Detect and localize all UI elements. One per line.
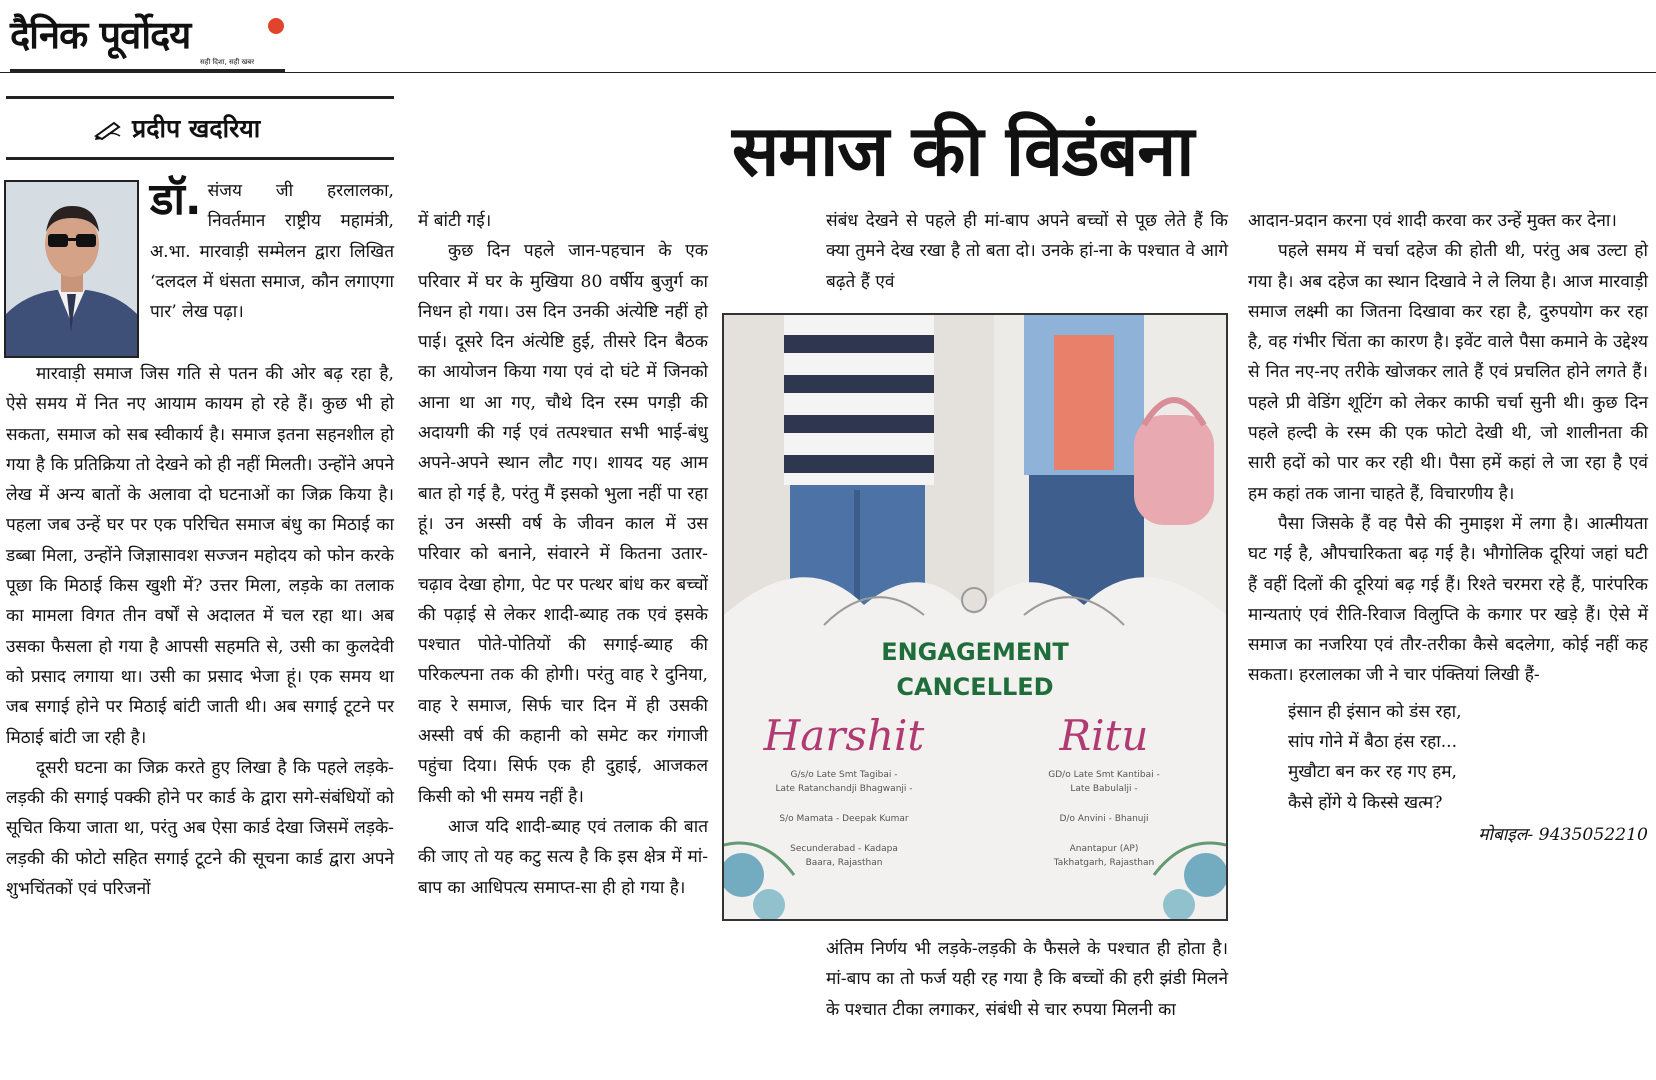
byline-box	[6, 96, 394, 160]
masthead-logo-dot	[268, 18, 284, 34]
col4-paragraph-3: पैसा जिसके हैं वह पैसे की नुमाइश में लगा है। आत्मीयता घट गई है, औपचारिकता बढ़ गई है। भौगोलिक दूरियां जहां घटी हैं वहीं दिलों की दूरियां बढ़ गई हैं। रिश्ते चरमरा रहे हैं, पारंपरिक मान्यताएं एवं रीति-रिवाज विलुप्ति के कगार पर खड़े हैं। ऐसे में समाज का नजरिया एवं तौर-तरीका कैसे बदलेगा, कोई नहीं कह सकता। हरलालका जी ने चार पंक्तियां लिखी हैं-	[1248, 513, 1648, 686]
page-top-rule	[0, 72, 1656, 73]
masthead	[10, 8, 285, 68]
col1-paragraph-3: दूसरी घटना का जिक्र करते हुए लिखा है कि पहले लड़के-लड़की की सगाई पक्की होने पर कार्ड के द्वारा सगे-संबंधियों को सूचित किया जाता था, परंतु अब ऐसा कार्ड देखा जिसमें लड़के-लड़की की फोटो सहित सगाई टूटने की सूचना कार्ड द्वारा अपने शुभचिंतकों एवं परिजनों	[6, 757, 394, 900]
poem-line: इंसान ही इंसान को डंस रहा,	[1288, 701, 1462, 722]
poem-line: मुखौटा बन कर रह गए हम,	[1288, 762, 1458, 783]
column-3-top	[826, 206, 1228, 297]
author-portrait-image	[6, 182, 137, 356]
dropcap: डॉ.	[150, 174, 202, 225]
column-2	[418, 206, 708, 903]
card-title-line-2: CANCELLED	[896, 673, 1054, 701]
column-1-continued	[6, 359, 394, 904]
groom-detail-line: Late Ratanchandji Bhagwanji -	[775, 784, 913, 794]
col1-paragraph-1: संजय जी हरलालका, निवर्तमान राष्ट्रीय महामंत्री, अ.भा. मारवाड़ी सम्मेलन द्वारा लिखित ‘दलदल में धंसता समाज, कौन लगाएगा पार’ लेख पढ़ा।	[150, 181, 394, 323]
engagement-cancelled-card	[722, 313, 1228, 921]
byline	[94, 111, 260, 145]
card-title-line-1: ENGAGEMENT	[881, 638, 1069, 666]
headline: समाज की विडंबना	[732, 110, 1194, 192]
col3-bottom-text: अंतिम निर्णय भी लड़के-लड़की के फैसले के पश्चात ही होता है। मां-बाप का तो फर्ज यही रह गया है कि बच्चों की हरी झंडी मिलने के पश्चात टीका लगाकर, संबंधी से चार रुपया मिलनी का	[826, 939, 1228, 1020]
poem-line: सांप गोने में बैठा हंस रहा...	[1288, 732, 1458, 753]
col2-paragraph-1: में बांटी गई।	[418, 211, 492, 231]
groom-detail-line: S/o Mamata - Deepak Kumar	[779, 814, 909, 824]
poem	[1288, 697, 1648, 818]
col2-paragraph-2: कुछ दिन पहले जान-पहचान के एक परिवार में घर के मुखिया 80 वर्षीय बुजुर्ग का निधन हो गया। उस दिन उनकी अंत्येष्टि नहीं हो पाई। दूसरे दिन अंत्येष्टि हुई, तीसरे दिन बैठक का आयोजन किया गया एवं दो घंटे में जिनको आना था आ गए, चौथे दिन रस्म पगड़ी की अदायगी की गई एवं तत्पश्चात सभी भाई-बंधु अपने-अपने स्थान लौट गए। शायद यह आम बात हो गई है, परंतु मैं इसको भुला नहीं पा रहा हूं। उन अस्सी वर्ष के जीवन काल में उस परिवार को बनाने, संवारने में कितना उतार-चढ़ाव देखा होगा, पेट पर पत्थर बांध कर बच्चों की पढ़ाई से लेकर शादी-ब्याह तक एवं इसके पश्चात पोते-पोतियों की सगाई-ब्याह की परिकल्पना तक की होगी। परंतु वाह रे दुनिया, वाह रे समाज, सिर्फ चार दिन में ही उसकी अस्सी वर्ष की कहानी को समेट कर गंगाजी पहुंचा दिया। सिर्फ एक ही दुहाई, आजकल किसी को भी समय नहीं है।	[418, 241, 708, 807]
col4-paragraph-2: पहले समय में चर्चा दहेज की होती थी, परंतु अब उल्टा हो गया है। अब दहेज का स्थान दिखावे ने ले लिया है। आज मारवाड़ी समाज लक्ष्मी का जितना दिखावा कर रहा है, दुरुपयोग कर रहा है, वह गंभीर चिंता का कारण है। इवेंट वाले पैसा कमाने के उद्देश्य से नित नए-नए तरीके खोजकर लाते हैं एवं प्रचलित होने लगते हैं। पहले प्री वेडिंग शूटिंग को लेकर काफी चर्चा सुनी थी। कुछ दिन पहले हल्दी के रस्म की एक फोटो देखी थी, जो शालीनता की सारी हदों को पार कर रही थी। पैसा हमें कहां ले जा रहा है एवं हम कहां तक जाना चाहते हैं, विचारणीय है।	[1248, 241, 1648, 504]
bride-detail-line: D/o Anvini - Bhanuji	[1059, 814, 1149, 824]
bride-detail-line: Anantapur (AP)	[1069, 844, 1139, 854]
col4-paragraph-1: आदान-प्रदान करना एवं शादी करवा कर उन्हें मुक्त कर देना।	[1248, 211, 1617, 231]
column-4	[1248, 206, 1648, 850]
groom-detail-line: Secunderabad - Kadapa	[790, 844, 898, 854]
col3-top-text: संबंध देखने से पहले ही मां-बाप अपने बच्चों से पूछ लेते हैं कि क्या तुमने देख रखा है तो बता दो। उनके हां-ना के पश्चात वे आगे बढ़ते हैं एवं	[826, 211, 1228, 292]
bride-detail-line: Late Babulalji -	[1070, 784, 1138, 794]
author-mobile: मोबाइल- 9435052210	[1478, 824, 1648, 845]
bride-name: Ritu	[1059, 711, 1149, 760]
bride-detail-line: Takhatgarh, Rajasthan	[1053, 858, 1155, 868]
poem-line: कैसे होंगे ये किस्से खत्म?	[1288, 792, 1443, 813]
groom-name: Harshit	[763, 711, 925, 760]
author-photo	[4, 180, 139, 358]
engagement-card-image	[724, 315, 1226, 919]
bride-detail-line: GD/o Late Smt Kantibai -	[1048, 770, 1160, 780]
masthead-title: दैनिक पूर्वोदय	[10, 13, 191, 57]
byline-author: प्रदीप खदरिया	[132, 114, 261, 143]
pen-icon	[94, 120, 122, 140]
col2-paragraph-3: आज यदि शादी-ब्याह एवं तलाक की बात की जाए तो यह कटु सत्य है कि इस क्षेत्र में मां-बाप का आधिपत्य समाप्त-सा ही हो गया है।	[418, 816, 708, 898]
groom-detail-line: G/s/o Late Smt Tagibai -	[790, 770, 898, 780]
col1-paragraph-2: मारवाड़ी समाज जिस गति से पतन की ओर बढ़ रहा है, ऐसे समय में नित नए आयाम कायम हो रहे हैं। कुछ भी हो सकता, समाज को सब स्वीकार्य है। समाज इतना सहनशील हो गया है कि प्रतिक्रिया तो देखने को ही नहीं मिलती। उन्होंने अपने लेख में अन्य बातों के अलावा दो घटनाओं का जिक्र किया है। पहला जब उन्हें घर पर एक परिचित समाज बंधु का मिठाई का डब्बा मिला, उन्होंने जिज्ञासावश सज्जन महोदय को फोन करके पूछा कि मिठाई किस खुशी में? उत्तर मिला, लड़के का तलाक का मामला विगत तीन वर्षों से अदालत में चल रहा था। अब उसका फैसला हो गया है आपसी सहमति से, उसी का कुलदेवी को प्रसाद लगाया था। उसी का प्रसाद भेजा हूं। एक समय था जब सगाई होने पर मिठाई बांटी जाती थी। अब सगाई टूटने पर मिठाई बांटी जा रही है।	[6, 364, 394, 748]
groom-detail-line: Baara, Rajasthan	[805, 858, 883, 868]
column-1	[150, 176, 394, 327]
column-3-bottom	[826, 934, 1228, 1025]
masthead-tagline: सही दिशा, सही खबर	[200, 58, 255, 66]
